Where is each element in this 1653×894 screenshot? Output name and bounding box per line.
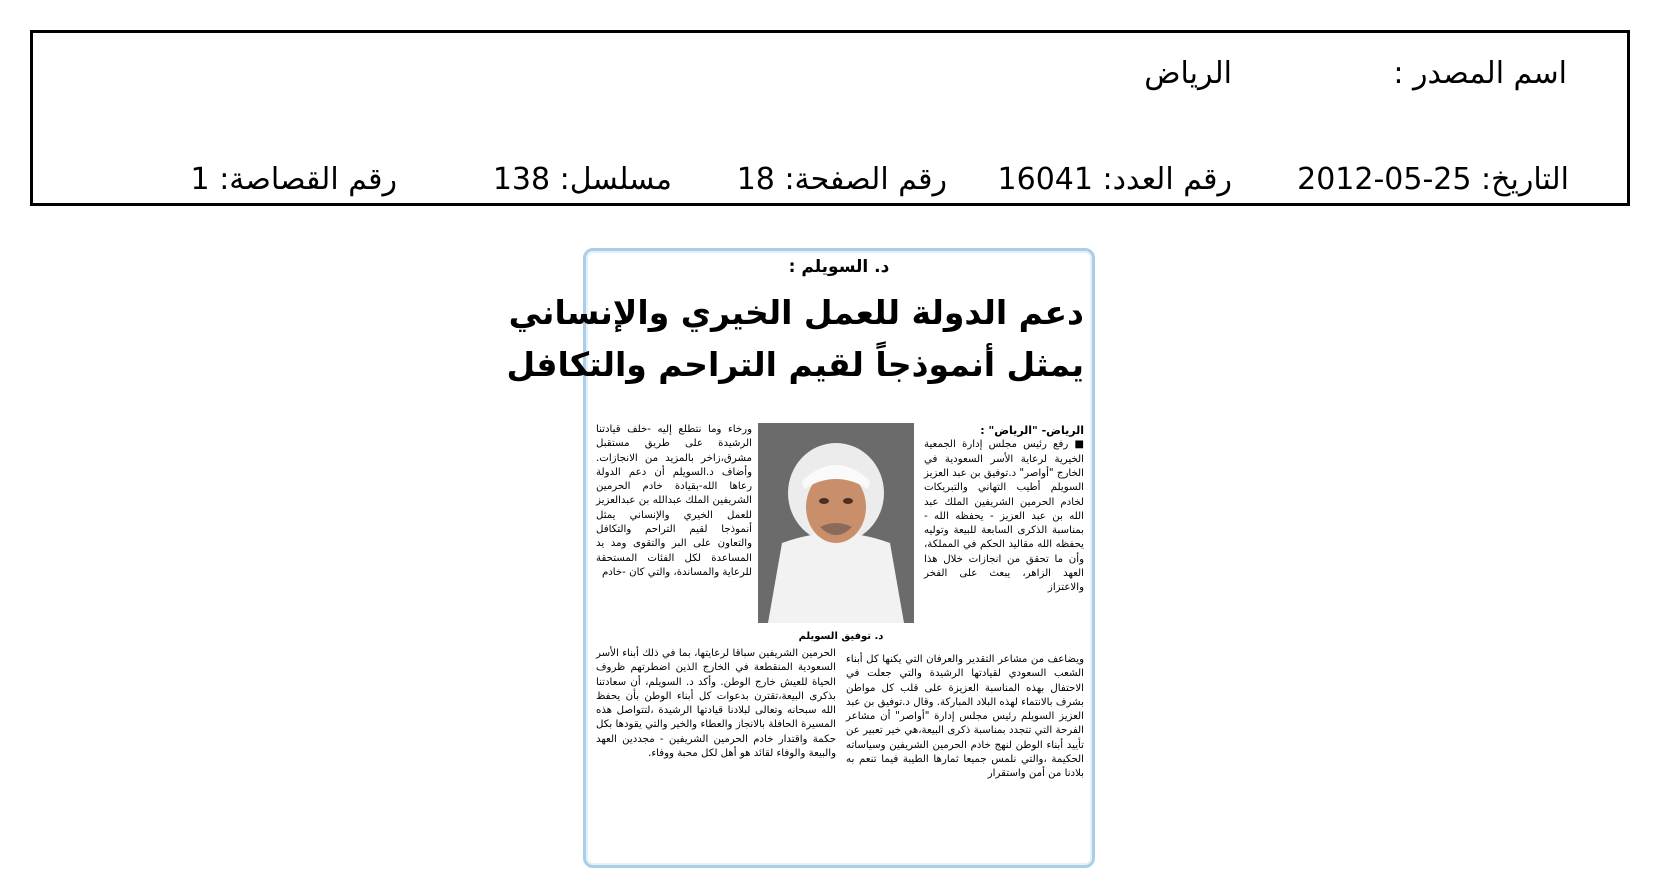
article-subtitle: د. السويلم : xyxy=(788,257,890,277)
date-value: 2012-05-25 xyxy=(1297,162,1472,197)
date-field xyxy=(1297,162,1569,197)
article-column-right-top xyxy=(924,423,1084,651)
source-value: الرياض xyxy=(1144,56,1232,91)
headline-line-1: دعم الدولة للعمل الخيري والإنساني xyxy=(508,293,1084,332)
serial-value: 138 xyxy=(492,162,551,197)
article-dateline: الرياض- "الرياض" : xyxy=(980,424,1084,437)
article-column-right-bottom xyxy=(846,653,1084,863)
clip-label: رقم القصاصة: xyxy=(219,162,397,197)
photo-caption: د. توفيق السويلم xyxy=(798,631,884,642)
issue-value: 16041 xyxy=(997,162,1093,197)
page-field xyxy=(736,162,947,197)
article-paragraph: ورخاء وما نتطلع إليه -خلف قيادتنا الرشيدة على طريق مستقبل مشرق،زاخر بالمزيد من الانجازات. وأضاف د.السويلم أن دعم الدولة رعاها الله-بقيادة خادم الحرمين الشريفين الملك عبدالله بن عبدالعزيز للعمل الخيري والإنساني يمثل أنموذجا لقيم التراحم والتكافل والتعاون على البر والتقوى ومد يد المساعدة لكل الفئات المستحقة للرعاية والمساندة، والتي كان -خادم xyxy=(596,424,752,578)
issue-label: رقم العدد: xyxy=(1102,162,1232,197)
issue-field xyxy=(997,162,1232,197)
clip-number-field xyxy=(190,162,397,197)
serial-label: مسلسل: xyxy=(559,162,672,197)
page-label: رقم الصفحة: xyxy=(784,162,947,197)
clipping-header xyxy=(30,30,1630,206)
article-paragraph: الحرمين الشريفين سباقا لرعايتها، بما في ذلك أبناء الأسر السعودية المنقطعة في الخارج الذين اضطرتهم ظروف الحياة للعيش خارج الوطن. وأكد د. السويلم، أن سعادتنا بذكرى البيعة،تقترن بدعوات كل أبناء الوطن بأن يحفظ الله سبحانه وتعالى لبلادنا قيادتها الرشيدة ،لتتواصل هذه المسيرة الحافلة بالانجاز والعطاء والخير والتي يقودها بكل حكمة واقتدار خادم الحرمين الشريفين - مجددين العهد والبيعة والوفاء لقائد هو أهل لكل محبة ووفاء. xyxy=(596,648,836,759)
portrait-photo xyxy=(758,423,914,623)
newspaper-clipping xyxy=(506,248,1095,868)
page-value: 18 xyxy=(736,162,775,197)
clip-value: 1 xyxy=(190,162,210,197)
article-column-left-top xyxy=(596,423,752,645)
headline-line-2: يمثل أنموذجاً لقيم التراحم والتكافل xyxy=(506,345,1084,384)
article-paragraph: ■ رفع رئيس مجلس إدارة الجمعية الخيرية لرعاية الأسر السعودية في الخارج "أواصر" د.توفيق بن عبد العزيز السويلم أطيب التهاني والتبريكات لخادم الحرمين الشريفين الملك عبد الله بن عبد العزيز - يحفظه الله - بمناسبة الذكرى السابعة للبيعة وتوليه يحفظه الله مقاليد الحكم في المملكة، وأن ما تحقق من انجازات خلال هذا العهد الزاهر، يبعث على الفخر والاعتزاز xyxy=(924,439,1084,594)
source-label: اسم المصدر : xyxy=(1393,56,1567,91)
serial-field xyxy=(492,162,672,197)
date-label: التاريخ: xyxy=(1481,162,1569,197)
portrait-image-icon xyxy=(758,423,914,623)
article-paragraph: ويضاعف من مشاعر التقدير والعرفان التي يكنها كل أبناء الشعب السعودي لقيادتها الرشيدة والتي جعلت في الاحتفال بهذه المناسبة العزيزة على قلب كل مواطن بشرف بالانتماء لهذه البلاد المباركة. وقال د.توفيق بن عبد العزيز السويلم رئيس مجلس إدارة "أواصر" أن مشاعر الفرحة التي تتجدد بمناسبة ذكرى البيعة،هي خير تعبير عن تأييد أبناء الوطن لنهج خادم الحرمين الشريفين وسياساته الحكيمة ،والتي نلمس جميعا ثمارها الطيبة فيما تنعم به بلادنا من أمن واستقرار xyxy=(846,654,1084,780)
article-column-left-bottom xyxy=(596,647,836,863)
